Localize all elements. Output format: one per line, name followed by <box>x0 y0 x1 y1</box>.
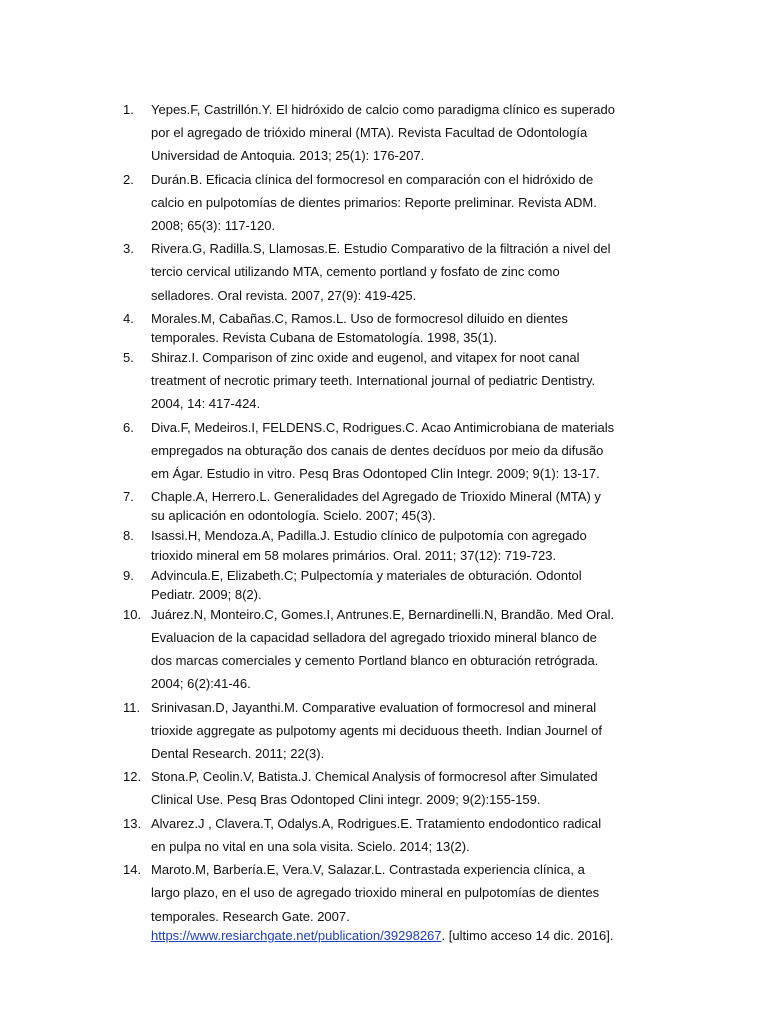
reference-line: Dental Research. 2011; 22(3). <box>151 746 325 762</box>
reference-number: 14. <box>123 862 142 878</box>
reference-number: 2. <box>123 171 134 187</box>
reference-text <box>151 98 678 168</box>
reference-line <box>151 928 678 944</box>
reference-text <box>151 765 678 811</box>
reference-item-12 <box>118 765 678 811</box>
reference-line: Evaluacion de la capacidad selladora del agregado trioxido mineral blanco de <box>151 630 597 646</box>
reference-line: Advincula.E, Elizabeth.C; Pulpectomía y materiales de obturación. Odontol <box>151 567 582 583</box>
reference-number: 8. <box>123 528 134 544</box>
reference-item-1 <box>118 98 678 168</box>
reference-number: 5. <box>123 350 134 366</box>
reference-line: Universidad de Antoquia. 2013; 25(1): 176-207. <box>151 148 425 164</box>
reference-url-link[interactable]: https://www.resiarchgate.net/publication/39298267 <box>151 927 442 943</box>
reference-access-note: . [ultimo acceso 14 dic. 2016]. <box>441 927 614 943</box>
reference-line: selladores. Oral revista. 2007, 27(9): 419-425. <box>151 287 417 303</box>
reference-number: 6. <box>123 419 134 435</box>
reference-line: Yepes.F, Castrillón.Y. El hidróxido de calcio como paradigma clínico es superado <box>151 102 615 117</box>
reference-item-13 <box>118 812 678 858</box>
reference-item-5 <box>118 346 678 416</box>
reference-number: 13. <box>123 815 142 831</box>
reference-line: calcio en pulpotomías de dientes primarios: Reporte preliminar. Revista ADM. <box>151 194 597 210</box>
reference-line: tercio cervical utilizando MTA, cemento portland y fosfato de zinc como <box>151 264 560 280</box>
reference-line: Clinical Use. Pesq Bras Odontoped Clini integr. 2009; 9(2):155-159. <box>151 792 541 808</box>
reference-text <box>151 603 678 696</box>
reference-number: 7. <box>123 489 134 505</box>
reference-item-11 <box>118 696 678 766</box>
reference-line: Stona.P, Ceolin.V, Batista.J. Chemical Analysis of formocresol after Simulated <box>151 769 598 785</box>
reference-line: 2004, 14: 417-424. <box>151 396 261 412</box>
reference-line: Diva.F, Medeiros.I, FELDENS.C, Rodrigues.C. Acao Antimicrobiana de materials <box>151 419 615 435</box>
reference-number: 10. <box>123 606 142 622</box>
reference-line: em Ágar. Estudio in vitro. Pesq Bras Odontoped Clin Integr. 2009; 9(1): 13-17. <box>151 466 600 482</box>
reference-text <box>151 564 678 603</box>
reference-text <box>151 237 678 307</box>
reference-line: dos marcas comerciales y cemento Portland blanco en obturación retrógrada. <box>151 653 599 669</box>
reference-number: 1. <box>123 102 134 117</box>
reference-line: su aplicación en odontología. Scielo. 2007; 45(3). <box>151 508 436 524</box>
reference-line: empregados na obturação dos canais de dentes decíduos por meio da difusão <box>151 442 604 458</box>
reference-item-14 <box>118 858 678 944</box>
reference-text <box>151 307 678 346</box>
reference-line: Rivera.G, Radilla.S, Llamosas.E. Estudio Comparativo de la filtración a nivel del <box>151 241 611 257</box>
reference-list <box>118 98 678 944</box>
reference-line: Pediatr. 2009; 8(2). <box>151 586 262 602</box>
reference-line: Durán.B. Eficacia clínica del formocresol en comparación con el hidróxido de <box>151 171 594 187</box>
reference-line: Alvarez.J , Clavera.T, Odalys.A, Rodrigues.E. Tratamiento endodontico radical <box>151 815 602 831</box>
reference-text <box>151 416 678 486</box>
reference-item-6 <box>118 416 678 486</box>
reference-line: Morales.M, Cabañas.C, Ramos.L. Uso de formocresol diluido en dientes <box>151 310 568 326</box>
reference-number: 4. <box>123 310 134 326</box>
reference-text <box>151 346 678 416</box>
reference-line: temporales. Revista Cubana de Estomatología. 1998, 35(1). <box>151 330 498 346</box>
reference-line: Srinivasan.D, Jayanthi.M. Comparative evaluation of formocresol and mineral <box>151 699 597 715</box>
reference-line: en pulpa no vital en una sola visita. Scielo. 2014; 13(2). <box>151 838 470 854</box>
reference-text <box>151 858 678 944</box>
reference-number: 9. <box>123 567 134 583</box>
reference-line: treatment of necrotic primary teeth. International journal of pediatric Dentistry. <box>151 373 596 389</box>
reference-item-4 <box>118 307 678 346</box>
reference-text <box>151 812 678 858</box>
reference-line: temporales. Research Gate. 2007. <box>151 908 350 924</box>
reference-item-8 <box>118 524 678 563</box>
reference-number: 12. <box>123 769 142 785</box>
reference-text <box>151 168 678 238</box>
reference-line: Maroto.M, Barbería.E, Vera.V, Salazar.L. Contrastada experiencia clínica, a <box>151 862 585 878</box>
reference-line: Chaple.A, Herrero.L. Generalidades del Agregado de Trioxido Mineral (MTA) y <box>151 489 601 505</box>
reference-line: Isassi.H, Mendoza.A, Padilla.J. Estudio clínico de pulpotomía con agregado <box>151 528 587 544</box>
reference-number: 11. <box>123 699 141 715</box>
reference-item-9 <box>118 564 678 603</box>
reference-number: 3. <box>123 241 134 257</box>
reference-line: trioxido mineral em 58 molares primários. Oral. 2011; 37(12): 719-723. <box>151 547 557 563</box>
reference-line: Juárez.N, Monteiro.C, Gomes.I, Antrunes.E, Bernardinelli.N, Brandão. Med Oral. <box>151 606 615 622</box>
reference-item-10 <box>118 603 678 696</box>
reference-text <box>151 696 678 766</box>
reference-line: Shiraz.I. Comparison of zinc oxide and eugenol, and vitapex for noot canal <box>151 350 580 366</box>
reference-line: por el agregado de trióxido mineral (MTA). Revista Facultad de Odontología <box>151 125 588 141</box>
reference-item-3 <box>118 237 678 307</box>
reference-text <box>151 524 678 563</box>
reference-line: largo plazo, en el uso de agregado trioxido mineral en pulpotomías de dientes <box>151 885 600 901</box>
reference-line: 2004; 6(2):41-46. <box>151 676 251 692</box>
reference-item-2 <box>118 168 678 238</box>
reference-item-7 <box>118 485 678 524</box>
reference-line: trioxide aggregate as pulpotomy agents mi deciduous theeth. Indian Journel of <box>151 722 602 738</box>
reference-text <box>151 485 678 524</box>
reference-line: 2008; 65(3): 117-120. <box>151 218 276 234</box>
